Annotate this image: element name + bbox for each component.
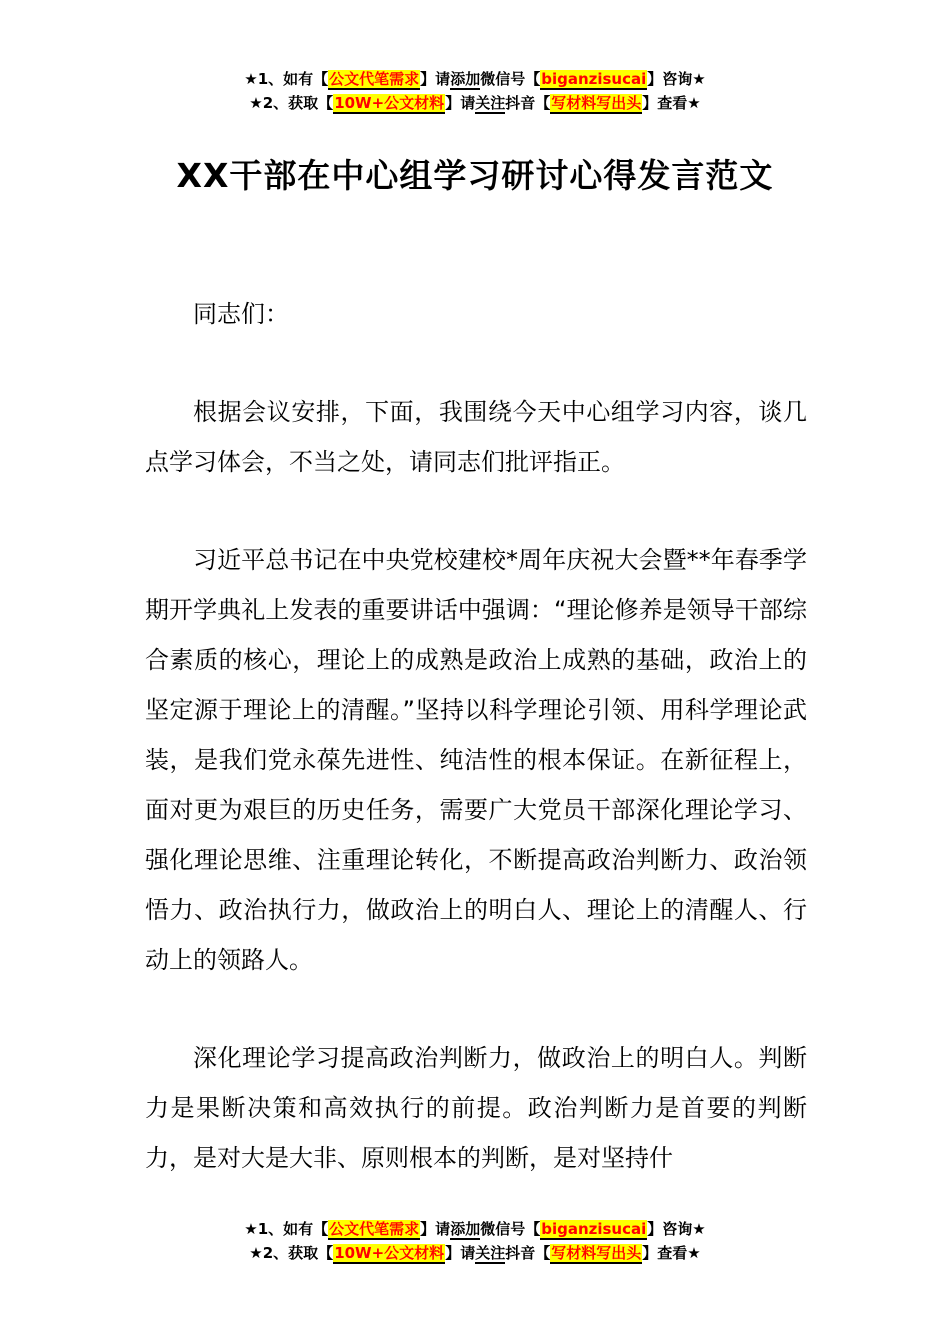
- promo-text: 微信号【: [480, 1220, 541, 1238]
- promo-underline: 关注: [475, 94, 506, 112]
- promo-text: ★1、如有【: [244, 70, 329, 88]
- douyin-id: 写材料写出头: [551, 1244, 642, 1262]
- promo-banner-bottom: [0, 1217, 950, 1265]
- promo-underline: 关注: [475, 1244, 506, 1262]
- promo-highlight: 公文代笔需求: [329, 1220, 420, 1238]
- salutation: 同志们：: [193, 300, 289, 328]
- promo-highlight: 10W+公文材料: [334, 1244, 445, 1262]
- promo-highlight: 10W+公文材料: [334, 94, 445, 112]
- promo-text: 】查看★: [642, 1244, 701, 1262]
- promo-line-1: [0, 1217, 950, 1241]
- promo-text: 】查看★: [642, 94, 701, 112]
- promo-highlight: 公文代笔需求: [329, 70, 420, 88]
- promo-text: 抖音【: [505, 94, 551, 112]
- promo-underline: 添加: [450, 70, 481, 88]
- promo-text: 】请: [420, 1220, 451, 1238]
- promo-banner-top: [0, 67, 950, 115]
- promo-text: ★2、获取【: [249, 1244, 334, 1262]
- body-paragraph: 根据会议安排，下面，我围绕今天中心组学习内容，谈几点学习体会，不当之处，请同志们批评指正。: [145, 398, 807, 476]
- document-title: XX干部在中心组学习研讨心得发言范文: [176, 156, 774, 195]
- wechat-id: biganzisucai: [541, 1220, 647, 1238]
- douyin-id: 写材料写出头: [551, 94, 642, 112]
- body-paragraph: 深化理论学习提高政治判断力，做政治上的明白人。判断力是果断决策和高效执行的前提。政治判断力是首要的判断力，是对大是大非、原则根本的判断，是对坚持什: [145, 1044, 807, 1172]
- promo-text: 】咨询★: [647, 1220, 706, 1238]
- promo-text: ★1、如有【: [244, 1220, 329, 1238]
- promo-text: ★2、获取【: [249, 94, 334, 112]
- wechat-id: biganzisucai: [541, 70, 647, 88]
- promo-line-2: [0, 91, 950, 115]
- promo-line-1: [0, 67, 950, 91]
- promo-text: 】请: [445, 1244, 476, 1262]
- promo-line-2: [0, 1241, 950, 1265]
- body-paragraph: 习近平总书记在中央党校建校*周年庆祝大会暨**年春季学期开学典礼上发表的重要讲话中强调：“理论修养是领导干部综合素质的核心，理论上的成熟是政治上成熟的基础，政治上的坚定源于理论上的清醒。”坚持以科学理论引领、用科学理论武装，是我们党永葆先进性、纯洁性的根本保证。在新征程上，面对更为艰巨的历史任务，需要广大党员干部深化理论学习、强化理论思维、注重理论转化，不断提高政治判断力、政治领悟力、政治执行力，做政治上的明白人、理论上的清醒人、行动上的领路人。: [145, 546, 807, 974]
- document-body: [145, 289, 807, 1231]
- promo-text: 微信号【: [480, 70, 541, 88]
- promo-text: 】咨询★: [647, 70, 706, 88]
- promo-text: 】请: [420, 70, 451, 88]
- promo-text: 】请: [445, 94, 476, 112]
- promo-text: 抖音【: [505, 1244, 551, 1262]
- promo-underline: 添加: [450, 1220, 481, 1238]
